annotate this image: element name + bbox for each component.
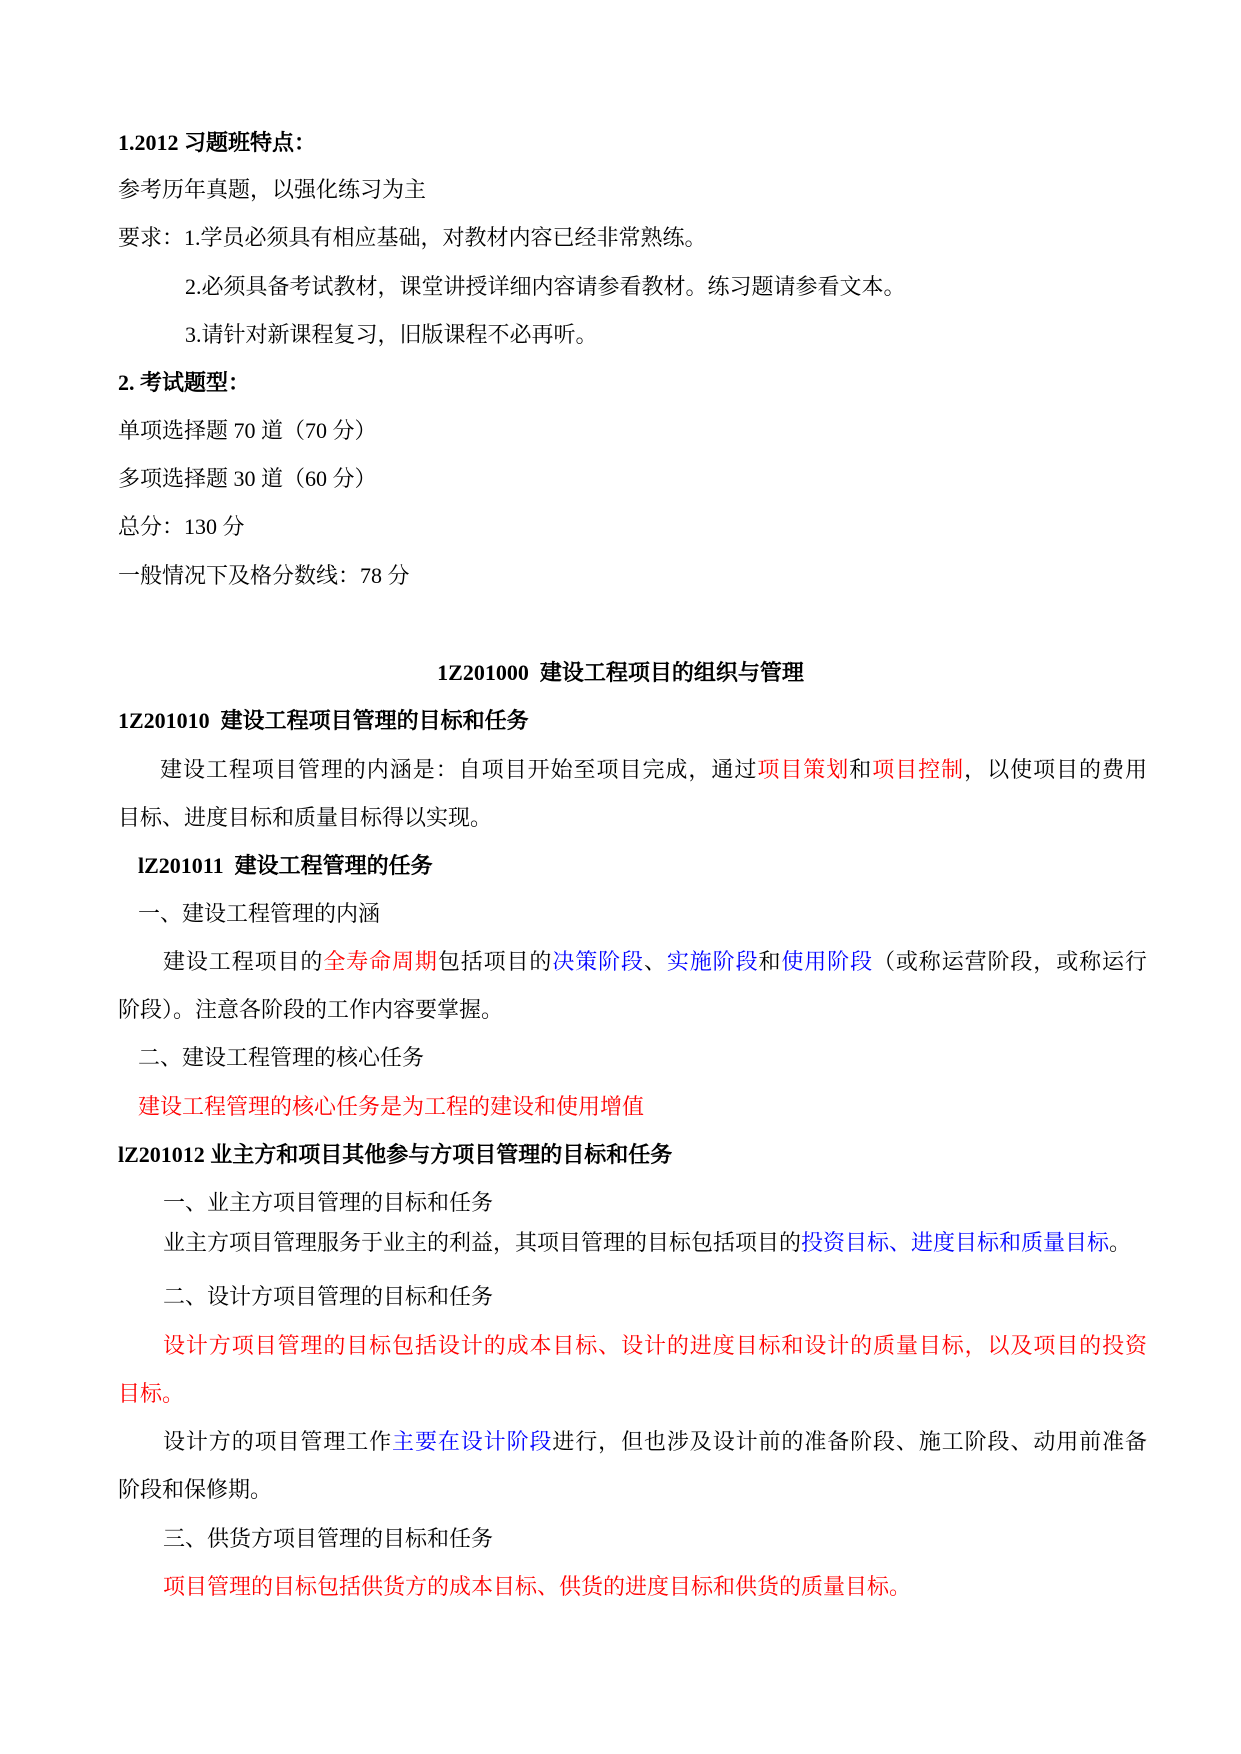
exam-heading: 2. 考试题型： [118,370,251,395]
highlight-segment: 全寿命周期 [323,949,438,974]
part-heading: 二、设计方项目管理的目标和任务 [163,1284,494,1309]
text-segment: 设计方的项目管理工作 [163,1429,393,1454]
requirements-line [118,223,707,253]
owner-text [163,1228,1131,1258]
requirements-label: 要求： [118,225,185,250]
text-segment: 进行，但也涉及设计前的准备阶段、施工阶段、动用前准备 [552,1429,1147,1454]
text-segment: 业主方项目管理服务于业主的利益，其项目管理的目标包括项目的 [163,1230,802,1255]
text-segment: 、 [643,949,667,974]
text-segment: 和 [758,949,782,974]
subsection-title: lZ201012 业主方和项目其他参与方项目管理的目标和任务 [118,1142,673,1167]
text-segment: （或称运营阶段，或称运行 [872,949,1147,974]
part-heading: 三、供货方项目管理的目标和任务 [163,1526,494,1551]
text-segment: ，以使项目的费用 [964,757,1147,782]
definition-line [160,755,1147,785]
text-segment: 。 [1109,1230,1132,1255]
exam-item: 单项选择题 70 道（70 分） [118,418,377,443]
exam-item: 多项选择题 30 道（60 分） [118,466,377,491]
requirement-item: 2.必须具备考试教材，课堂讲授详细内容请参看教材。练习题请参看文本。 [185,274,906,299]
intro-summary: 参考历年真题，以强化练习为主 [118,177,427,202]
exam-item: 总分：130 分 [118,514,245,539]
highlight-segment: 投资目标、进度目标和质量目标 [801,1230,1110,1255]
designer-goal-line: 目标。 [118,1381,185,1406]
text-segment: 建设工程项目的 [163,949,324,974]
highlight-segment: 决策阶段 [552,949,644,974]
designer-work-line: 阶段和保修期。 [118,1477,273,1502]
highlight-segment: 使用阶段 [781,949,873,974]
lifecycle-line: 阶段）。注意各阶段的工作内容要掌握。 [118,997,504,1022]
subsection-title: lZ201011 建设工程管理的任务 [138,853,433,878]
definition-line: 目标、进度目标和质量目标得以实现。 [118,805,493,830]
designer-work-line [163,1427,1147,1457]
text-segment: 包括项目的 [437,949,553,974]
highlight-segment: 实施阶段 [666,949,759,974]
lifecycle-line [163,947,1147,977]
section-title: 1Z201010 建设工程项目管理的目标和任务 [118,708,529,733]
part-heading: 二、建设工程管理的核心任务 [138,1045,425,1070]
supplier-text: 项目管理的目标包括供货方的成本目标、供货的进度目标和供货的质量目标。 [163,1574,912,1599]
highlight-segment: 主要在设计阶段 [392,1429,553,1454]
chapter-title: 1Z201000 建设工程项目的组织与管理 [437,660,804,685]
part-heading: 一、业主方项目管理的目标和任务 [163,1190,494,1215]
highlight-segment: 项目策划 [757,757,850,782]
intro-heading: 1.2012 习题班特点： [118,130,317,155]
exam-item: 一般情况下及格分数线：78 分 [118,563,410,588]
core-task-text: 建设工程管理的核心任务是为工程的建设和使用增值 [138,1094,645,1119]
requirement-item: 3.请针对新课程复习，旧版课程不必再听。 [185,322,598,347]
requirement-item: 1.学员必须具有相应基础，对教材内容已经非常熟练。 [184,225,707,250]
highlight-segment: 项目控制 [872,757,965,782]
text-segment: 和 [849,757,873,782]
text-segment: 建设工程项目管理的内涵是：自项目开始至项目完成，通过 [160,757,758,782]
part-heading: 一、建设工程管理的内涵 [138,901,381,926]
designer-goal-line: 设计方项目管理的目标包括设计的成本目标、设计的进度目标和设计的质量目标，以及项目的投资 [163,1333,1147,1358]
